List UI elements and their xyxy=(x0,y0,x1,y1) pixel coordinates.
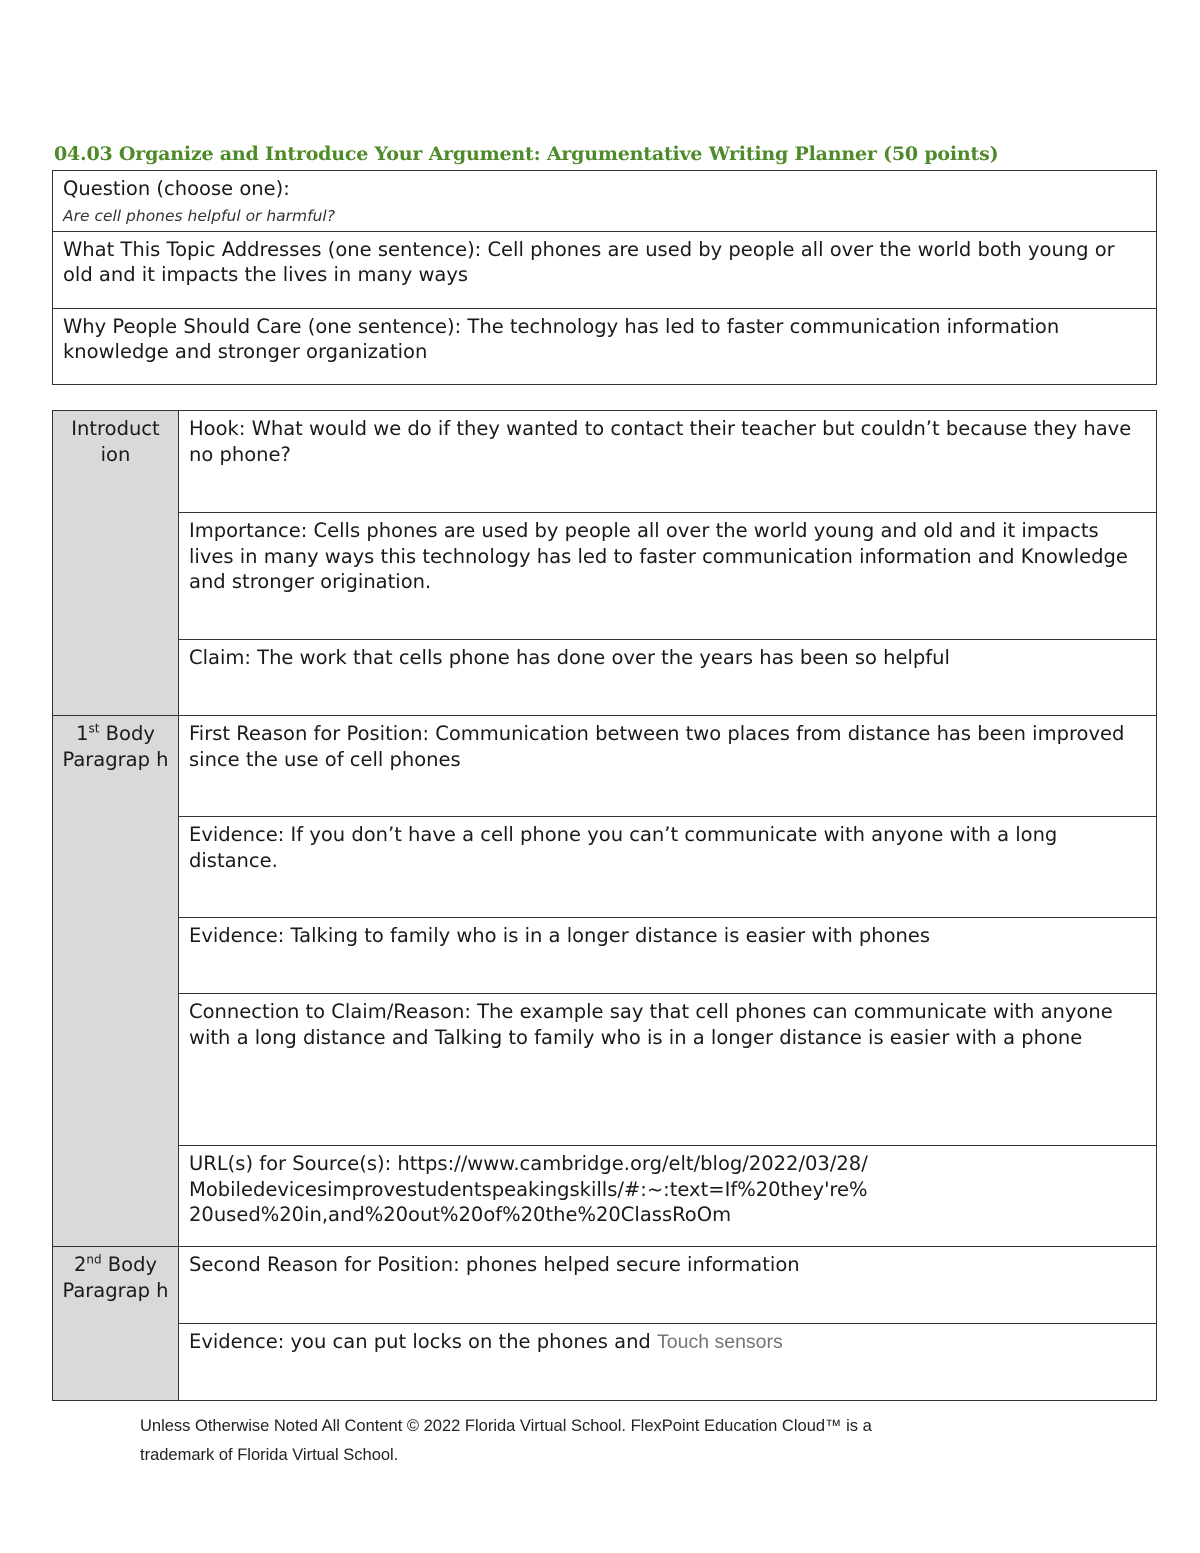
first-reason-cell: First Reason for Position: Communication between two places from distance has been improved since the use of cell phones xyxy=(179,716,1157,817)
touch-sensors-text: Touch sensors xyxy=(657,1331,783,1353)
url-cell xyxy=(179,1146,1157,1247)
url-line-1: URL(s) for Source(s): https://www.cambridge.org/elt/blog/2022/03/28/ xyxy=(189,1152,868,1175)
page-title: 04.03 Organize and Introduce Your Argument: Argumentative Writing Planner (50 points) xyxy=(54,143,999,165)
question-value: Are cell phones helpful or harmful? xyxy=(63,206,335,225)
body2-label-rest: Body Paragrap h xyxy=(62,1253,169,1302)
body1-label-num: 1 xyxy=(76,722,89,745)
topic-table xyxy=(52,170,1157,385)
body2-label xyxy=(53,1247,179,1401)
body1-label-rest: Body Paragrap h xyxy=(62,722,169,771)
intro-label: Introduct ion xyxy=(53,411,179,716)
planner-table xyxy=(52,410,1157,1401)
body2-evidence-cell xyxy=(179,1324,1157,1401)
topic-addresses-cell: What This Topic Addresses (one sentence): Cell phones are used by people all over the world both young or old and it impacts the lives in many ways xyxy=(53,231,1157,308)
body1-label-sup: st xyxy=(88,721,100,736)
body1-evidence1-cell: Evidence: If you don’t have a cell phone you can’t communicate with anyone with a long distance. xyxy=(179,817,1157,918)
body2-evidence-text: Evidence: you can put locks on the phones and xyxy=(189,1330,658,1353)
footer-line-1: Unless Otherwise Noted All Content © 2022 Florida Virtual School. FlexPoint Education Cloud™ is a xyxy=(140,1417,872,1435)
footer xyxy=(140,1412,1040,1470)
body1-evidence2-cell: Evidence: Talking to family who is in a longer distance is easier with phones xyxy=(179,918,1157,994)
url-line-3: 20used%20in,and%20out%20of%20the%20ClassRoOm xyxy=(189,1203,732,1226)
question-cell xyxy=(53,171,1157,232)
second-reason-cell: Second Reason for Position: phones helped secure information xyxy=(179,1247,1157,1324)
body1-label xyxy=(53,716,179,1247)
url-line-2: Mobiledevicesimprovestudentspeakingskills/#:~:text=If%20they're% xyxy=(189,1177,868,1201)
claim-cell: Claim: The work that cells phone has done over the years has been so helpful xyxy=(179,640,1157,716)
importance-cell: Importance: Cells phones are used by people all over the world young and old and it impacts lives in many ways this technology has led to faster communication information and Knowledge and stronger origination. xyxy=(179,513,1157,640)
connection-cell: Connection to Claim/Reason: The example say that cell phones can communicate with anyone with a long distance and Talking to family who is in a longer distance is easier with a phone xyxy=(179,994,1157,1146)
footer-line-2: trademark of Florida Virtual School. xyxy=(140,1446,399,1464)
hook-cell: Hook: What would we do if they wanted to contact their teacher but couldn’t because they have no phone? xyxy=(179,411,1157,513)
why-care-cell: Why People Should Care (one sentence): The technology has led to faster communication information knowledge and stronger organization xyxy=(53,308,1157,384)
body2-label-num: 2 xyxy=(73,1253,87,1276)
question-label: Question (choose one): xyxy=(63,177,290,200)
body2-label-sup: nd xyxy=(86,1252,102,1267)
